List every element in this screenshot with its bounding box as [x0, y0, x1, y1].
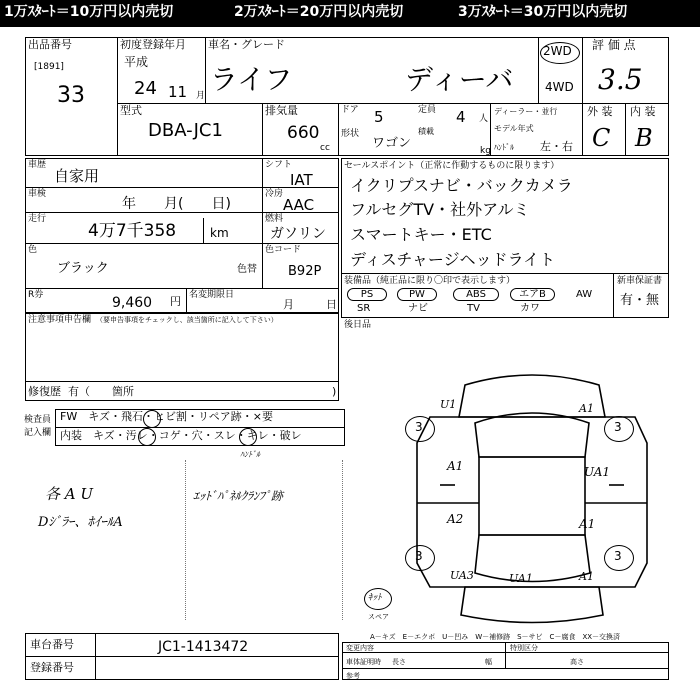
kit-label: ｷｯﾄ	[368, 593, 382, 603]
height-label: 高さ	[570, 658, 584, 666]
reg-year: 24	[134, 78, 157, 99]
load-label: 積載	[418, 127, 434, 136]
mileage-label: 走行	[28, 214, 47, 224]
tire-front-left: 3	[415, 420, 423, 434]
disp-label: 排気量	[265, 104, 298, 117]
name-change-label: 名変期限日	[189, 290, 235, 300]
mark-5: A2	[447, 512, 464, 526]
mark-6: A1	[579, 517, 596, 531]
color-code-label: 色替	[237, 264, 257, 275]
handwritten-3: ｴｯﾄﾞﾊﾟﾈﾙｸﾗﾝﾌﾟ跡	[193, 489, 284, 503]
tire-rear-left: 3	[415, 549, 423, 563]
repair-close: )	[332, 385, 337, 398]
length-label: 長さ	[392, 658, 406, 666]
inspection: 年 月( 日)	[122, 196, 231, 212]
color-code: B92P	[288, 264, 322, 279]
shape: ワゴン	[372, 136, 412, 151]
equip-ps: PS	[347, 288, 387, 301]
name-label: 車名・グレード	[208, 38, 285, 51]
reg-month: 11	[168, 83, 188, 101]
equip-pw: PW	[397, 288, 437, 301]
mark-4: UA1	[584, 465, 611, 479]
color: ブラック	[57, 261, 109, 276]
caution-sub: （要申告事項をチェックし、該当箇所に記入して下さい）	[96, 316, 278, 324]
sales-line-4: ディスチャージヘッドライト	[350, 250, 556, 269]
warranty-label: 新車保証書	[617, 276, 663, 286]
rear-seat-label: 後日品	[344, 320, 372, 330]
tire-front-right: 3	[614, 420, 622, 434]
doors: 5	[374, 108, 384, 126]
day-label: 日	[326, 298, 337, 311]
mark-9: A1	[579, 570, 594, 583]
banner-text-1: 1万ｽﾀｰﾄ＝10万円以内売切	[4, 4, 174, 20]
caution-label: 注意事項申告欄	[28, 315, 92, 325]
small-annot: ﾊﾝﾄﾞﾙ	[240, 450, 260, 459]
ref-label: 参考	[346, 672, 360, 680]
recycle: 9,460	[112, 295, 153, 311]
repair-label: 修復歴	[28, 385, 61, 398]
era: 平成	[124, 55, 149, 69]
equip-sr: SR	[357, 303, 371, 314]
mileage-unit: km	[210, 226, 229, 240]
mark-8: UA1	[509, 572, 533, 585]
seat-label: 定員	[418, 105, 437, 115]
tire-rear-right: 3	[614, 549, 622, 563]
model-year-label: モデル年式	[494, 124, 534, 133]
ac-label: 冷房	[265, 189, 284, 199]
lot-number: 33	[57, 83, 85, 108]
banner-text-2: 2万ｽﾀｰﾄ＝20万円以内売切	[234, 4, 404, 20]
shift: IAT	[290, 171, 313, 189]
load-unit: kg	[480, 146, 491, 156]
chassis: JC1-1413472	[158, 639, 249, 655]
mileage: 4万7千358	[88, 221, 177, 241]
car-name: ライフ	[210, 63, 293, 96]
seats: 4	[456, 108, 466, 126]
equip-aw: AW	[576, 289, 593, 300]
mark-7: UA3	[450, 569, 474, 582]
spare-label: スペア	[368, 613, 389, 621]
damage-legend: A－キズ E－エクボ U－凹み W－補修跡 S－サビ C－腐食 XX－交換済	[370, 633, 621, 641]
mark-3: A1	[447, 459, 464, 473]
exterior-label: 外 装	[587, 105, 613, 118]
equip-leather: カワ	[520, 303, 540, 314]
inspect-row-2: 内装 キズ・汚レ・コゲ・穴・スレ・キレ・破レ	[60, 429, 302, 442]
width-label: 幅	[485, 658, 492, 666]
sales-points-label: セールスポイント（正常に作動するものに限ります）	[344, 161, 560, 171]
color-no-label: 色コード	[265, 245, 302, 255]
equip-airbag: エアB	[510, 288, 555, 301]
inspection-label: 車検	[28, 189, 47, 199]
recycle-unit: 円	[170, 295, 181, 308]
shape-label: 形状	[341, 129, 360, 139]
fuel: ガソリン	[270, 226, 326, 242]
body-cert-label: 車体証明時	[346, 658, 381, 666]
sales-line-1: イクリプスナビ・バックカメラ	[350, 176, 573, 195]
mark-1: U1	[440, 398, 457, 411]
change-label: 変更内容	[346, 644, 374, 652]
disp-unit: cc	[320, 143, 330, 153]
repair: 有（ 箇所	[68, 385, 134, 398]
interior-label: 内 装	[630, 105, 656, 118]
drive-4wd: 4WD	[545, 80, 574, 94]
exterior-grade: C	[592, 124, 611, 152]
recycle-label: R券	[28, 290, 44, 300]
drive-2wd: 2WD	[543, 44, 572, 58]
fill-label: 記入欄	[24, 428, 52, 438]
model: DBA-JC1	[148, 120, 223, 141]
sales-line-3: スマートキー・ETC	[350, 225, 492, 244]
score-label: 評 価 点	[592, 38, 636, 52]
handwritten-2: Dｼﾞﾗｰ、ﾎｲｰﾙA	[38, 515, 123, 530]
type-label: 車歴	[28, 160, 47, 170]
banner-text-3: 3万ｽﾀｰﾄ＝30万円以内売切	[458, 4, 628, 20]
mark-2: A1	[579, 402, 594, 415]
inspector-label: 検査員	[24, 415, 52, 425]
reg-month-unit: 月	[196, 91, 206, 101]
dealer-label: ディーラー・並行	[494, 107, 558, 116]
score: 3.5	[598, 63, 643, 96]
disp: 660	[287, 123, 320, 143]
month-label: 月	[283, 298, 294, 311]
handwritten-1: 各 A U	[45, 485, 94, 503]
equip-tv: TV	[467, 303, 480, 314]
type: 自家用	[54, 167, 100, 185]
equipment-label: 装備品（純正品に限り〇印で表示します）	[344, 276, 516, 286]
interior-grade: B	[635, 124, 653, 152]
mark-circle-scuff	[239, 428, 257, 446]
sales-line-2: フルセグTV・社外アルミ	[350, 200, 530, 219]
mark-circle-dirt	[138, 428, 156, 446]
equip-navi: ナビ	[408, 303, 428, 314]
reg-no-label: 登録番号	[30, 661, 74, 674]
inspect-row-1: FW キズ・飛石・ヒビ割・リペア跡・×要	[60, 410, 273, 423]
ac: AAC	[283, 196, 315, 214]
handle-label: ﾊﾝﾄﾞﾙ	[494, 143, 514, 152]
car-grade: ディーバ	[405, 63, 514, 96]
lot-sub: [1891]	[34, 62, 64, 72]
reg-label: 初度登録年月	[120, 38, 186, 51]
chassis-label: 車台番号	[30, 638, 74, 651]
car-diagram	[395, 365, 670, 630]
color-label: 色	[28, 245, 38, 255]
lot-label: 出品番号	[28, 38, 72, 51]
model-label: 型式	[120, 104, 142, 117]
shift-label: シフト	[265, 160, 293, 170]
special-label: 特別区分	[510, 644, 538, 652]
door-label: ドア	[341, 105, 359, 115]
fuel-label: 燃料	[265, 214, 284, 224]
handle: 左・右	[540, 140, 573, 153]
warranty: 有・無	[620, 293, 660, 308]
mark-circle-stone	[143, 410, 161, 428]
seat-unit: 人	[479, 114, 489, 124]
equip-abs: ABS	[453, 288, 499, 301]
